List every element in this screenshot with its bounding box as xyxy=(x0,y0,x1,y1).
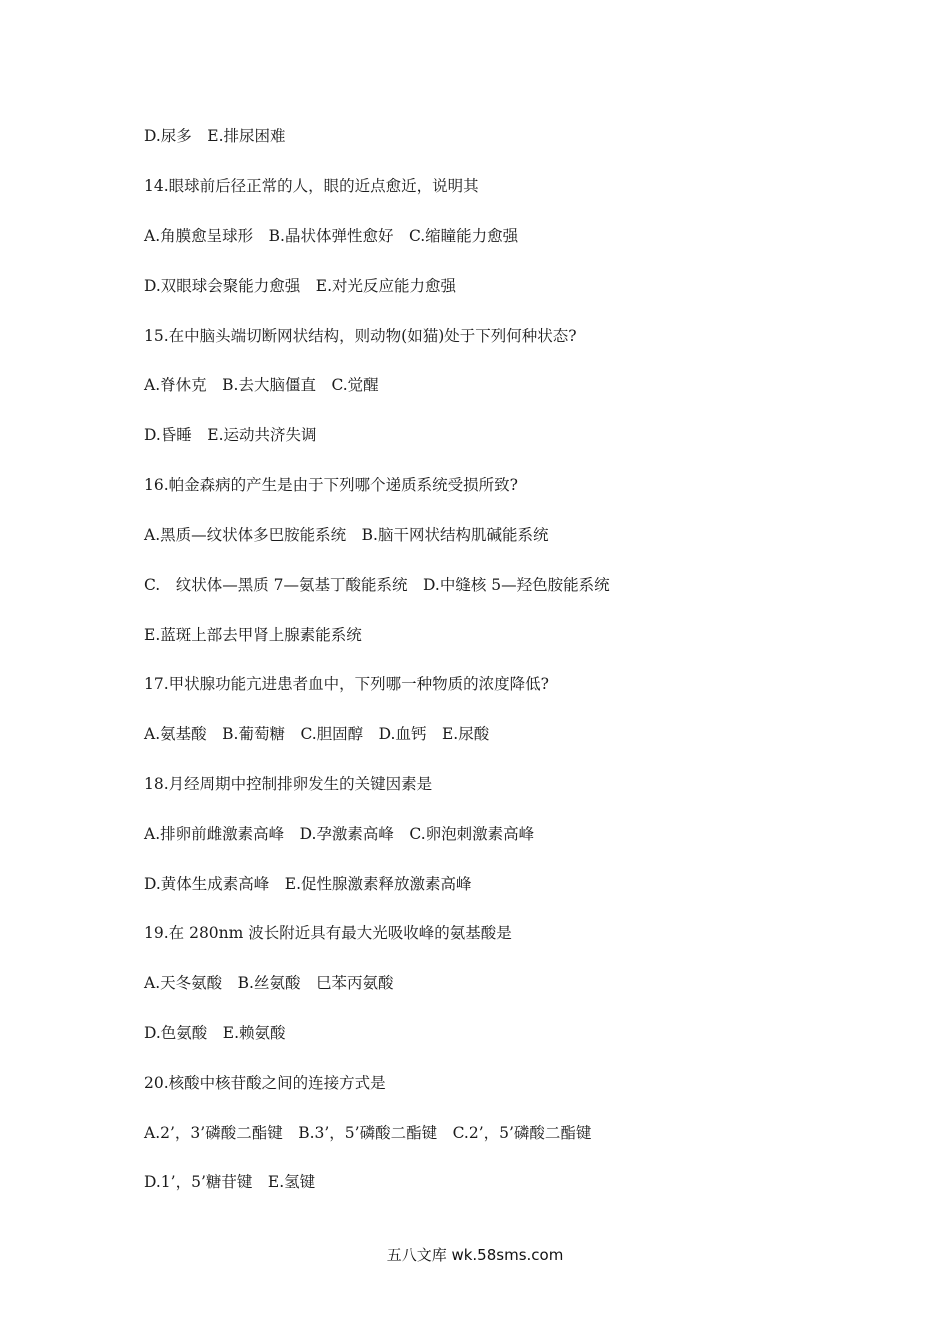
option-line-19de: D.色氨酸 E.赖氨酸 xyxy=(144,1024,286,1042)
question-16: 16.帕金森病的产生是由于下列哪个递质系统受损所致? xyxy=(144,476,518,494)
question-19: 19.在 280nm 波长附近具有最大光吸收峰的氨基酸是 xyxy=(144,924,512,942)
question-18: 18.月经周期中控制排卵发生的关键因素是 xyxy=(144,775,433,793)
question-20: 20.核酸中核苷酸之间的连接方式是 xyxy=(144,1074,386,1092)
option-line-15de: D.昏睡 E.运动共济失调 xyxy=(144,426,317,444)
option-line-15abc: A.脊休克 B.去大脑僵直 C.觉醒 xyxy=(144,376,379,394)
option-line-16ab: A.黑质—纹状体多巴胺能系统 B.脑干网状结构肌碱能系统 xyxy=(144,526,549,544)
option-line-20de: D.1’，5’糖苷键 E.氢键 xyxy=(144,1173,316,1191)
option-line-16e: E.蓝斑上部去甲肾上腺素能系统 xyxy=(144,626,362,644)
option-line-18abc: A.排卵前雌激素高峰 D.孕激素高峰 C.卵泡刺激素高峰 xyxy=(144,825,535,843)
option-line-19abc: A.天冬氨酸 B.丝氨酸 巳苯丙氨酸 xyxy=(144,974,394,992)
option-line-14de: D.双眼球会聚能力愈强 E.对光反应能力愈强 xyxy=(144,277,457,295)
question-15: 15.在中脑头端切断网状结构，则动物(如猫)处于下列何种状态? xyxy=(144,327,577,345)
page-footer-watermark: 五八文库 wk.58sms.com xyxy=(386,1246,564,1264)
option-line-16cd: C. 纹状体—黑质 7—氨基丁酸能系统 D.中缝核 5—羟色胺能系统 xyxy=(144,576,610,594)
option-line-18de: D.黄体生成素高峰 E.促性腺激素释放激素高峰 xyxy=(144,875,472,893)
question-17: 17.甲状腺功能亢进患者血中，下列哪一种物质的浓度降低? xyxy=(144,675,549,693)
option-line-13de: D.尿多 E.排尿困难 xyxy=(144,127,286,145)
question-14: 14.眼球前后径正常的人，眼的近点愈近，说明其 xyxy=(144,177,479,195)
option-line-14abc: A.角膜愈呈球形 B.晶状体弹性愈好 C.缩瞳能力愈强 xyxy=(144,227,519,245)
option-line-20abc: A.2’，3’磷酸二酯键 B.3’，5’磷酸二酯键 C.2’，5’磷酸二酯键 xyxy=(144,1124,592,1142)
option-line-17: A.氨基酸 B.葡萄糖 C.胆固醇 D.血钙 E.尿酸 xyxy=(144,725,490,743)
